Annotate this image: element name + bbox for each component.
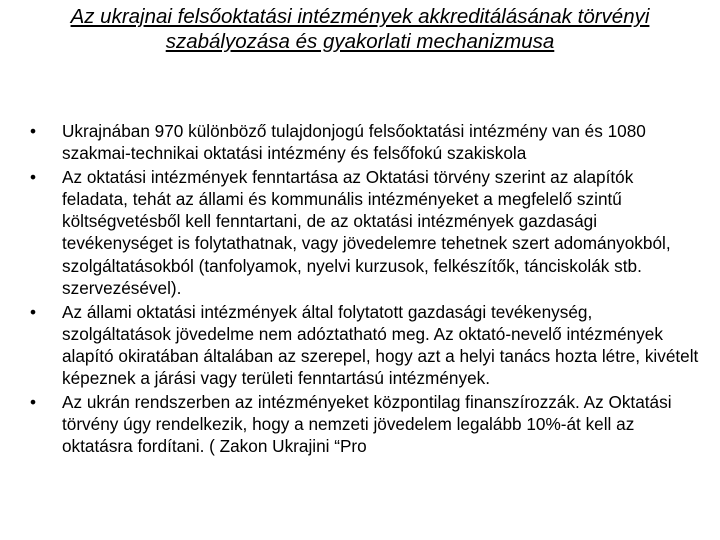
bullet-dot-icon: • <box>30 392 37 413</box>
bullet-text: Az állami oktatási intézmények által folytatott gazdasági tevékenység, szolgáltatások jövedelme nem adóztatható meg. Az oktató-nevelő intézmények alapító okiratában általában az szerepel, hogy azt a helyi tanács hozta létre, kivételt képeznek a járási vagy területi fenntartású intézmények. <box>62 301 699 389</box>
bullet-item <box>28 166 700 299</box>
bullet-item <box>28 301 700 389</box>
bullet-dot-icon: • <box>30 167 37 188</box>
bullet-text: Az oktatási intézmények fenntartása az Oktatási törvény szerint az alapítók feladata, tehát az állami és kommunális intézményeket a megfelelő szintű költségvetésből kell fenntartani, de az oktatási intézmények gazdasági tevékenységet is folytathatnak, vagy jövedelemre tehetnek szert adományokból, szolgáltatásokból (tanfolyamok, nyelvi kurzusok, felkészítők, tánciskolák stb. szervezésével). <box>62 167 671 298</box>
slide-title: Az ukrajnai felsőoktatási intézmények akkreditálásának törvényi szabályozása és gyakorlati mechanizmusa <box>70 5 650 53</box>
bullet-text: Ukrajnában 970 különböző tulajdonjogú felsőoktatási intézmény van és 1080 szakmai-technikai oktatási intézmény és felsőfokú szakiskola <box>62 121 646 164</box>
bullet-list <box>28 120 700 459</box>
bullet-item <box>28 120 700 164</box>
bullet-dot-icon: • <box>30 121 37 141</box>
bullet-dot-icon: • <box>30 301 37 322</box>
bullet-item <box>28 391 700 457</box>
bullet-text: Az ukrán rendszerben az intézményeket központilag finanszírozzák. Az Oktatási törvény úgy rendelkezik, hogy a nemzeti jövedelem legalább 10%-át kell az oktatásra fordítani. ( Zakon Ukrajini “Pro <box>62 392 672 457</box>
